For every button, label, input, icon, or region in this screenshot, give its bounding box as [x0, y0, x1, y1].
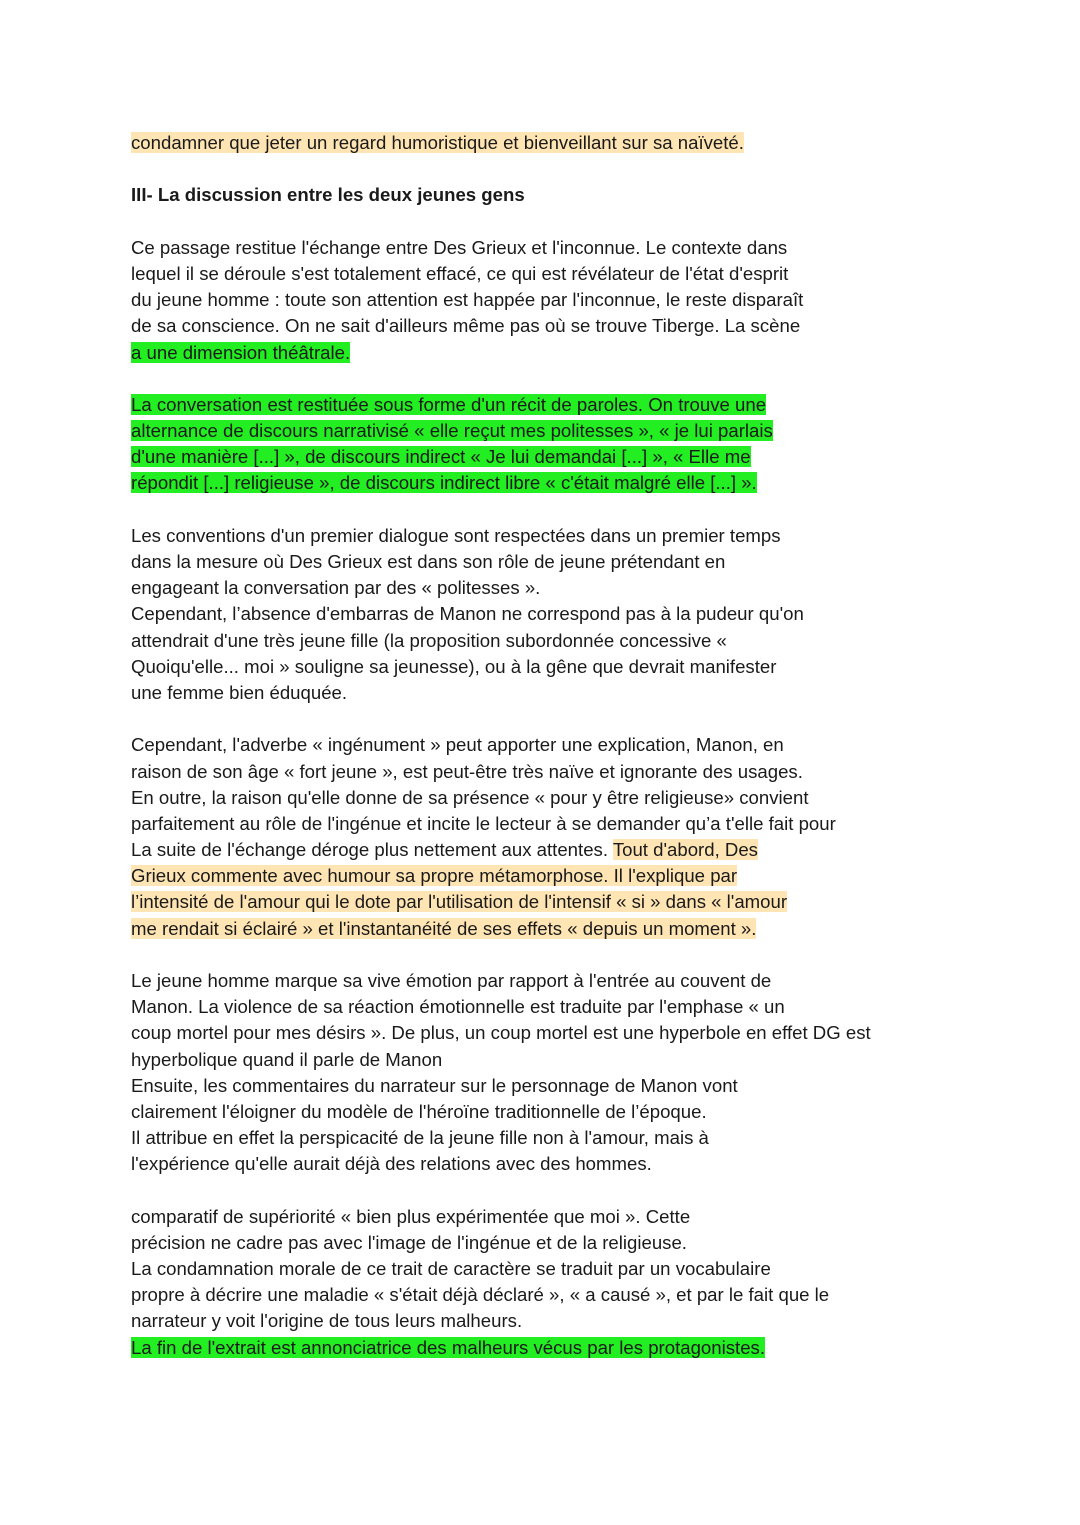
blank-line	[131, 706, 1031, 732]
text-line	[131, 889, 1031, 915]
text-line: précision ne cadre pas avec l'image de l'ingénue et de la religieuse.	[131, 1231, 687, 1253]
paragraph-ingenue	[131, 732, 1031, 942]
text-line: coup mortel pour mes désirs ». De plus, un coup mortel est une hyperbole en effet DG est	[131, 1022, 871, 1044]
text-line	[131, 418, 1031, 444]
text-line	[131, 340, 1031, 366]
highlight-green: La conversation est restituée sous forme d'un récit de paroles. On trouve une	[131, 393, 767, 415]
paragraph-discourse	[131, 392, 1031, 497]
text-line	[131, 470, 1031, 496]
text-line: La condamnation morale de ce trait de caractère se traduit par un vocabulaire	[131, 1258, 771, 1280]
highlight-green: alternance de discours narrativisé « elle reçut mes politesses », « je lui parlais	[131, 420, 773, 442]
text-line	[131, 916, 1031, 942]
text-line: Les conventions d'un premier dialogue sont respectées dans un premier temps	[131, 524, 781, 546]
paragraph-conclusion	[131, 1204, 1031, 1361]
text-line: Quoiqu'elle... moi » souligne sa jeunesse), ou à la gêne que devrait manifester	[131, 655, 777, 677]
paragraph-context	[131, 235, 1031, 366]
blank-line	[131, 1178, 1031, 1204]
text-line	[131, 392, 1031, 418]
text-line: clairement l'éloigner du modèle de l'héroïne traditionnelle de l’époque.	[131, 1100, 707, 1122]
highlight-orange: me rendait si éclairé » et l'instantanéité de ses effets « depuis un moment ».	[131, 917, 757, 939]
text-line: lequel il se déroule s'est totalement effacé, ce qui est révélateur de l'état d'esprit	[131, 262, 789, 284]
text-line: Ce passage restitue l'échange entre Des Grieux et l'inconnue. Le contexte dans	[131, 236, 788, 258]
highlight-orange: l’intensité de l'amour qui le dote par l'utilisation de l'intensif « si » dans « l'amour	[131, 891, 788, 913]
text-line: Il attribue en effet la perspicacité de la jeune fille non à l'amour, mais à	[131, 1127, 709, 1149]
text-line: Ensuite, les commentaires du narrateur sur le personnage de Manon vont	[131, 1074, 738, 1096]
text-line: de sa conscience. On ne sait d'ailleurs même pas où se trouve Tiberge. La scène	[131, 315, 801, 337]
text-line: du jeune homme : toute son attention est happée par l'inconnue, le reste disparaît	[131, 289, 804, 311]
paragraph-emotion	[131, 968, 1031, 1178]
intro-line	[131, 130, 1031, 156]
text-line: engageant la conversation par des « politesses ».	[131, 577, 541, 599]
highlight-green: répondit [...] religieuse », de discours indirect libre « c'était malgré elle [...] ».	[131, 472, 757, 494]
text-line: dans la mesure où Des Grieux est dans son rôle de jeune prétendant en	[131, 551, 726, 572]
text-line: raison de son âge « fort jeune », est peut-être très naïve et ignorante des usages.	[131, 760, 803, 782]
text-line: En outre, la raison qu'elle donne de sa présence « pour y être religieuse» convient	[131, 786, 809, 808]
text-line	[131, 863, 1031, 889]
blank-line	[131, 942, 1031, 968]
document-page	[131, 130, 1031, 1361]
text-line: Le jeune homme marque sa vive émotion par rapport à l'entrée au couvent de	[131, 970, 772, 991]
section-heading: III- La discussion entre les deux jeunes gens	[131, 184, 525, 206]
highlight-green: d'une manière [...] », de discours indirect « Je lui demandai [...] », « Elle me	[131, 446, 751, 468]
text-line	[131, 837, 1031, 863]
text-line	[131, 1335, 1031, 1361]
text-line: attendrait d'une très jeune fille (la proposition subordonnée concessive «	[131, 629, 727, 651]
text-line: Cependant, l'adverbe « ingénument » peut apporter une explication, Manon, en	[131, 734, 784, 756]
text-line: hyperbolique quand il parle de Manon	[131, 1048, 443, 1070]
blank-line	[131, 366, 1031, 392]
highlight-orange: Tout d'abord, Des	[612, 839, 758, 861]
text-line: narrateur y voit l'origine de tous leurs malheurs.	[131, 1310, 523, 1332]
blank-line	[131, 209, 1031, 235]
paragraph-conventions	[131, 523, 1031, 706]
highlight-orange: Grieux commente avec humour sa propre métamorphose. Il l'explique par	[131, 865, 738, 887]
text-line: propre à décrire une maladie « s'était déjà déclaré », « a causé », et par le fait que le	[131, 1284, 830, 1306]
text-line: parfaitement au rôle de l'ingénue et incite le lecteur à se demander qu’a t'elle fait pour	[131, 812, 836, 834]
blank-line	[131, 497, 1031, 523]
text-line: Manon. La violence de sa réaction émotionnelle est traduite par l'emphase « un	[131, 996, 785, 1018]
text-line	[131, 444, 1031, 470]
highlight-green: La fin de l'extrait est annonciatrice des malheurs vécus par les protagonistes.	[131, 1336, 766, 1358]
highlight-green: a une dimension théâtrale.	[131, 341, 351, 363]
text-line: Cependant, l’absence d'embarras de Manon ne correspond pas à la pudeur qu'on	[131, 603, 804, 625]
highlight-orange: condamner que jeter un regard humoristique et bienveillant sur sa naïveté.	[131, 132, 744, 153]
text-segment: La suite de l'échange déroge plus nettement aux attentes.	[131, 839, 613, 861]
text-line: une femme bien éduquée.	[131, 681, 348, 703]
text-line: comparatif de supériorité « bien plus expérimentée que moi ». Cette	[131, 1205, 691, 1227]
blank-line	[131, 156, 1031, 182]
text-line: l'expérience qu'elle aurait déjà des relations avec des hommes.	[131, 1153, 652, 1175]
